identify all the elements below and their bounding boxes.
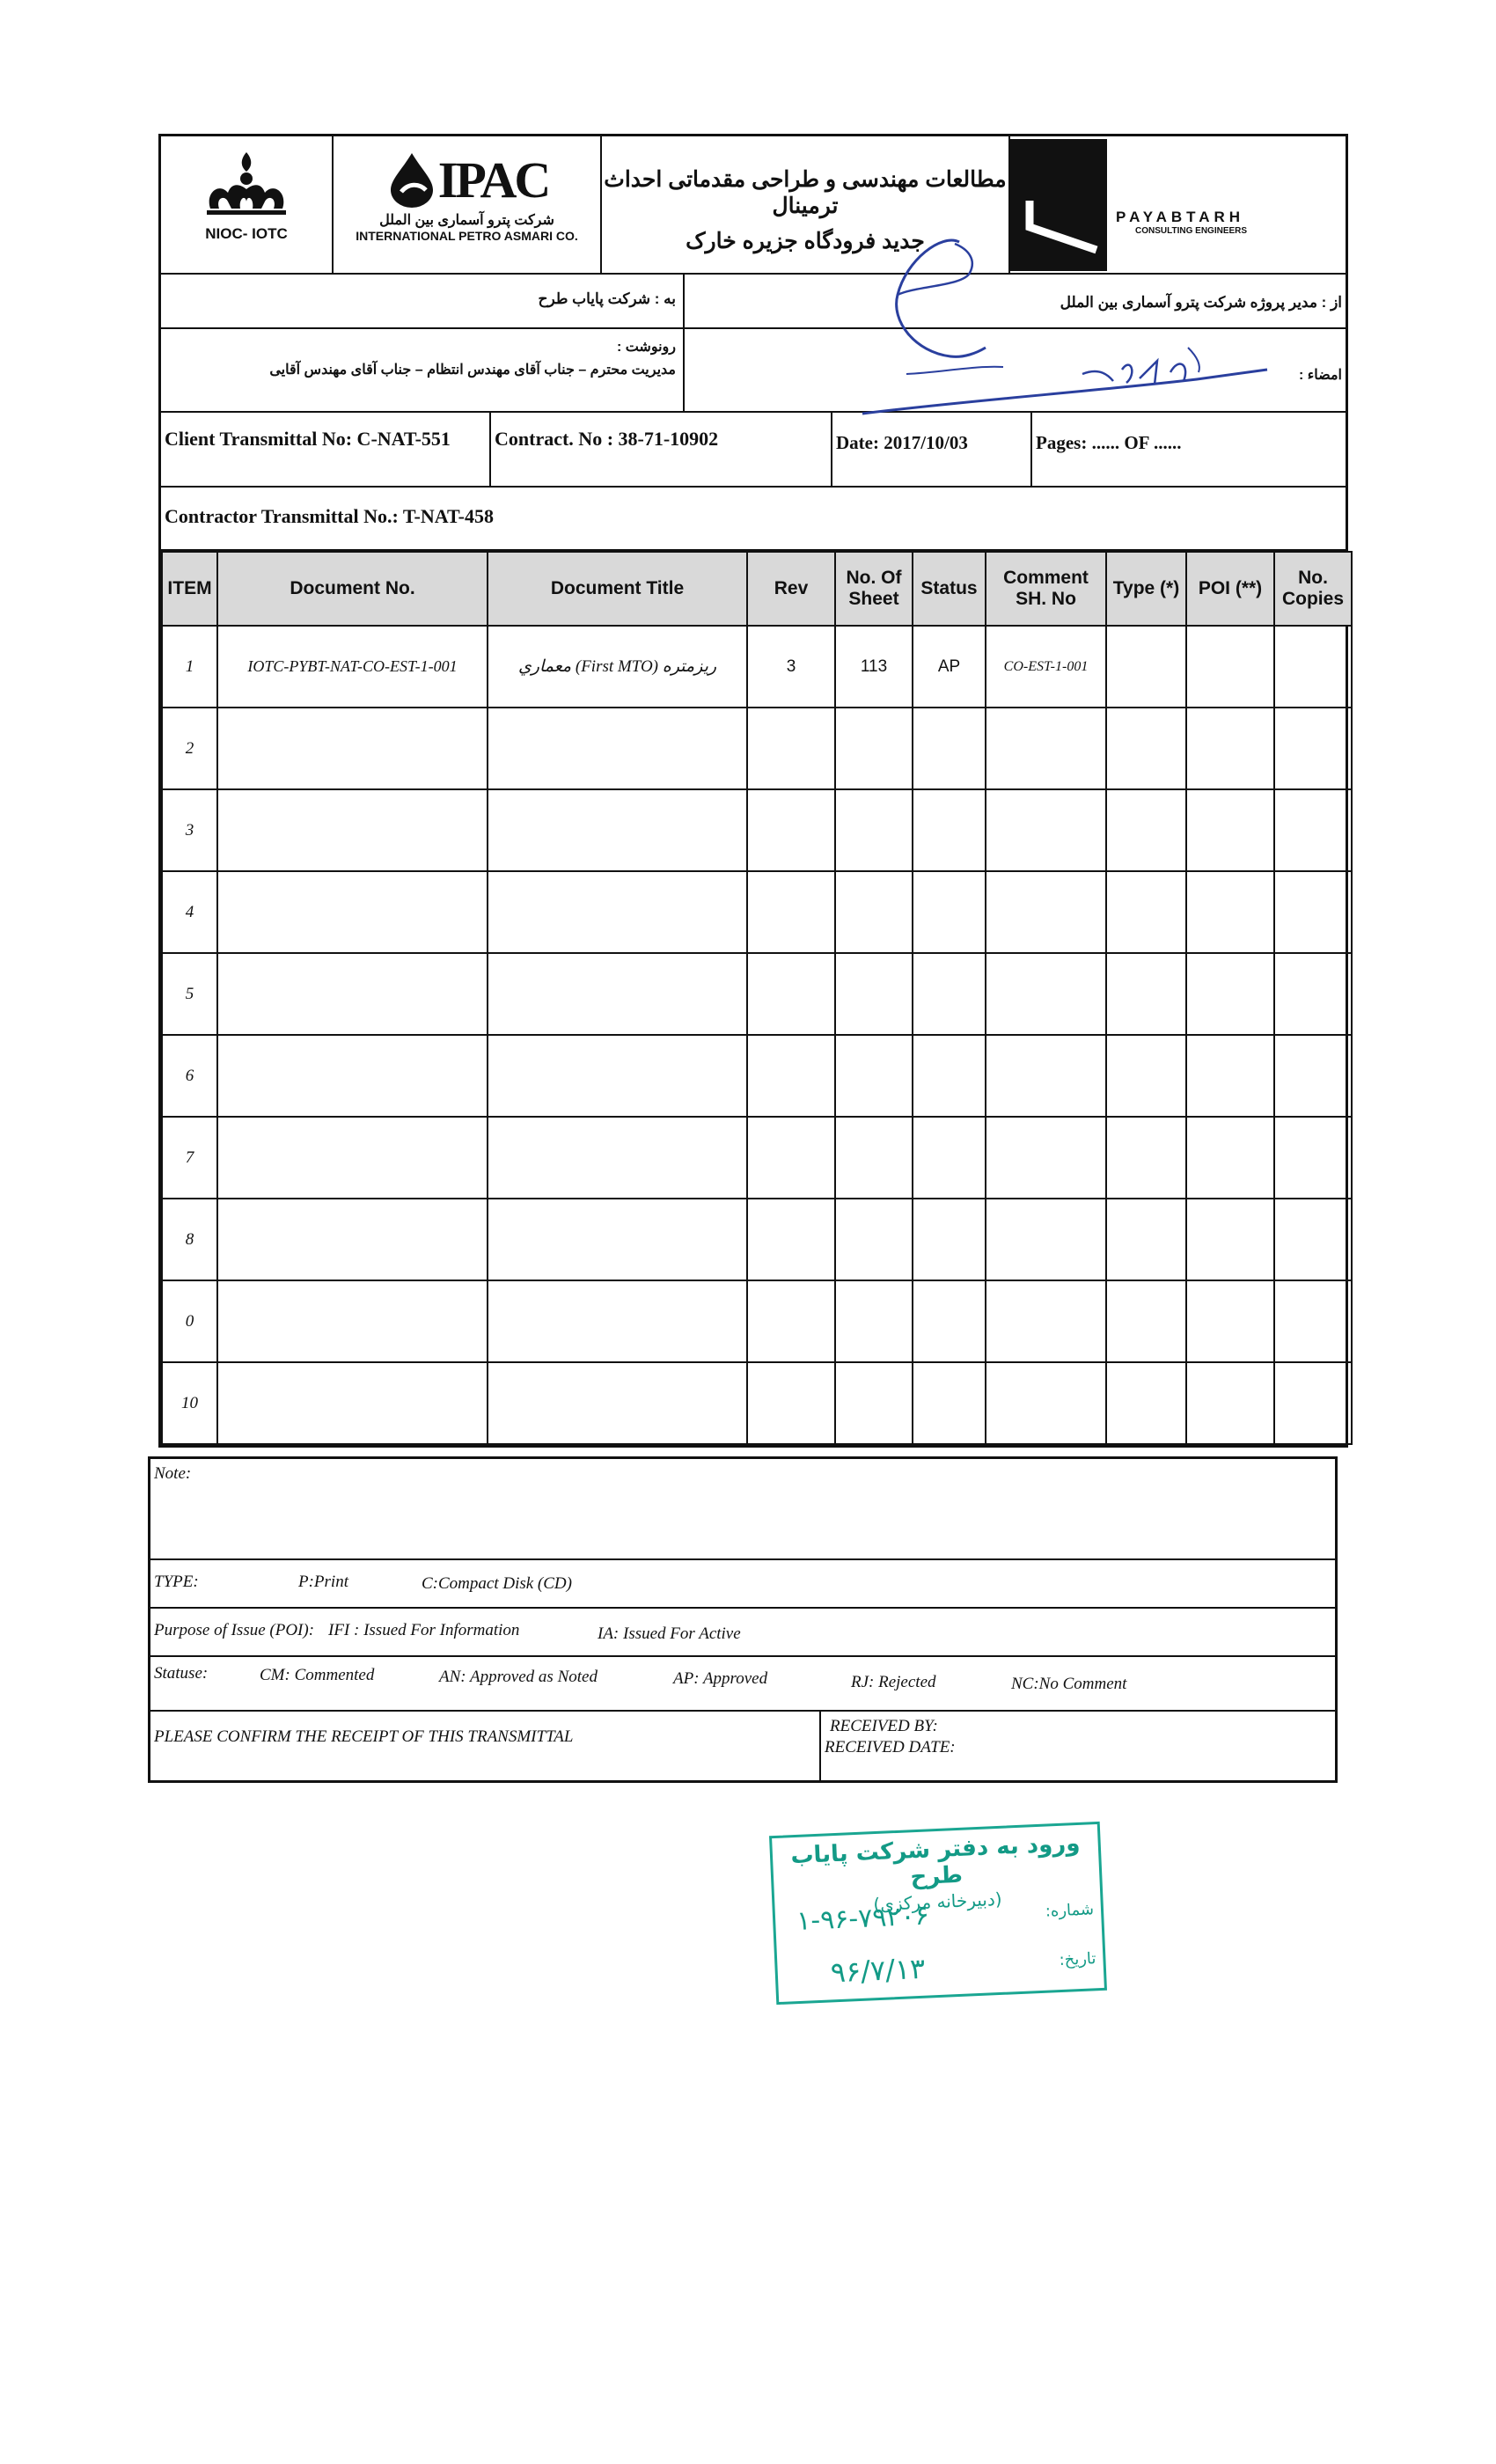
- doc-title-cell: [488, 1035, 747, 1117]
- ipac-logo-cell: [334, 136, 602, 273]
- col-comment-header: Comment SH. No: [986, 552, 1106, 626]
- poi-ia: IA: Issued For Active: [598, 1624, 741, 1643]
- doc-no-cell: [217, 1280, 488, 1362]
- copies-cell: [1274, 1035, 1352, 1117]
- status-cell: [913, 789, 986, 871]
- poi-cell: [1186, 1035, 1274, 1117]
- sheets-cell: [835, 1035, 913, 1117]
- doc-no-cell: [217, 871, 488, 953]
- rev-cell: [747, 1280, 835, 1362]
- confirm-cell: [150, 1712, 821, 1780]
- doc-no-cell: [217, 1117, 488, 1199]
- nioc-logo-icon: [198, 147, 295, 217]
- status-cell: [913, 953, 986, 1035]
- doc-no-cell: [217, 953, 488, 1035]
- doc-no-cell: [217, 708, 488, 789]
- doc-title-cell: ریزمتره (First MTO) معماري: [488, 626, 747, 708]
- receipt-stamp: [769, 1822, 1107, 2005]
- sheets-cell: [835, 871, 913, 953]
- poi-cell: [1186, 1280, 1274, 1362]
- status-cell: [913, 1035, 986, 1117]
- signature-label: امضاء :: [1298, 368, 1342, 383]
- item-cell: 7: [162, 1117, 217, 1199]
- project-title-line1: مطالعات مهندسی و طراحی مقدماتی احداث ترمینال: [604, 167, 1007, 218]
- comment-cell: [986, 953, 1106, 1035]
- comment-cell: [986, 1362, 1106, 1444]
- type-cell: [1106, 1117, 1186, 1199]
- contract-no: Contract. No : 38-71-10902: [491, 413, 832, 486]
- table-row: [162, 1362, 1352, 1444]
- poi-cell: [1186, 1117, 1274, 1199]
- client-transmittal-no: Client Transmittal No: C-NAT-551: [161, 413, 491, 486]
- note-label: Note:: [154, 1464, 192, 1483]
- col-status-header: Status: [913, 552, 986, 626]
- doc-no-cell: [217, 1035, 488, 1117]
- document-table: [161, 551, 1353, 1445]
- stamp-line1: ورود به دفتر شرکت پایاب طرح: [789, 1830, 1081, 1891]
- table-header-row: [162, 552, 1352, 626]
- received-by: RECEIVED BY:: [830, 1717, 938, 1735]
- note-row: [150, 1459, 1335, 1560]
- doc-no-cell: IOTC-PYBT-NAT-CO-EST-1-001: [217, 626, 488, 708]
- type-cell: [1106, 789, 1186, 871]
- poi-cell: [1186, 789, 1274, 871]
- rev-cell: [747, 1199, 835, 1280]
- type-cell: [1106, 1035, 1186, 1117]
- col-item-header: ITEM: [162, 552, 217, 626]
- type-cell: [1106, 1199, 1186, 1280]
- copies-cell: [1274, 626, 1352, 708]
- nioc-logo-cell: [161, 136, 334, 273]
- doc-title-cell: [488, 1280, 747, 1362]
- rev-cell: 3: [747, 626, 835, 708]
- item-cell: 5: [162, 953, 217, 1035]
- col-type-header: Type (*): [1106, 552, 1186, 626]
- cc-text: مدیریت محترم – جناب آقای مهندس انتظام – جناب آقای مهندس آقایی: [269, 363, 676, 378]
- col-poi-header: POI (**): [1186, 552, 1274, 626]
- table-row: [162, 1199, 1352, 1280]
- status-nc: NC:No Comment: [1011, 1675, 1127, 1693]
- type-legend-row: [150, 1560, 1335, 1609]
- stamp-line2: (دبیرخانه مرکزی): [872, 1888, 1002, 1916]
- sheets-cell: 113: [835, 626, 913, 708]
- status-cell: [913, 871, 986, 953]
- poi-cell: [1186, 871, 1274, 953]
- payabtarh-subtitle: CONSULTING ENGINEERS: [1135, 226, 1248, 236]
- sheets-cell: [835, 789, 913, 871]
- cc-field: [161, 329, 685, 411]
- type-cell: [1106, 1280, 1186, 1362]
- stamp-date-value: ۹۶/۷/۱۳: [829, 1951, 927, 1990]
- col-sheets-header: No. Of Sheet: [835, 552, 913, 626]
- poi-cell: [1186, 953, 1274, 1035]
- table-row: [162, 1280, 1352, 1362]
- doc-no-cell: [217, 789, 488, 871]
- sheets-cell: [835, 1362, 913, 1444]
- sheets-cell: [835, 708, 913, 789]
- contractor-row: [161, 488, 1346, 551]
- rev-cell: [747, 1362, 835, 1444]
- poi-cell: [1186, 1199, 1274, 1280]
- item-cell: 4: [162, 871, 217, 953]
- status-cm: CM: Commented: [260, 1666, 375, 1684]
- copies-cell: [1274, 1362, 1352, 1444]
- table-row: [162, 708, 1352, 789]
- comment-cell: [986, 1035, 1106, 1117]
- doc-title-cell: [488, 1199, 747, 1280]
- status-label: Statuse:: [154, 1664, 209, 1683]
- type-print: P:Print: [298, 1573, 348, 1591]
- contractor-transmittal-no: Contractor Transmittal No.: T-NAT-458: [165, 505, 494, 527]
- item-cell: 0: [162, 1280, 217, 1362]
- doc-title-cell: [488, 953, 747, 1035]
- col-title-header: Document Title: [488, 552, 747, 626]
- item-cell: 3: [162, 789, 217, 871]
- status-legend-row: [150, 1657, 1335, 1712]
- col-rev-header: Rev: [747, 552, 835, 626]
- transmittal-date: Date: 2017/10/03: [832, 413, 1032, 486]
- signature-scribble: [810, 224, 1302, 427]
- nioc-label: NIOC- IOTC: [205, 225, 288, 242]
- cc-label: رونوشت :: [616, 340, 676, 355]
- item-cell: 2: [162, 708, 217, 789]
- copies-cell: [1274, 1280, 1352, 1362]
- sheets-cell: [835, 953, 913, 1035]
- comment-cell: [986, 1199, 1106, 1280]
- type-cell: [1106, 708, 1186, 789]
- poi-cell: [1186, 708, 1274, 789]
- receipt-row: [150, 1712, 1335, 1780]
- copies-cell: [1274, 953, 1352, 1035]
- table-row: [162, 789, 1352, 871]
- doc-no-cell: [217, 1199, 488, 1280]
- comment-cell: [986, 1117, 1106, 1199]
- status-cell: [913, 708, 986, 789]
- status-cell: [913, 1117, 986, 1199]
- table-row: [162, 953, 1352, 1035]
- payabtarh-name: PAYABTARH: [1116, 209, 1245, 225]
- legend-box: [148, 1456, 1338, 1783]
- copies-cell: [1274, 1199, 1352, 1280]
- ipac-drop-icon: [385, 151, 438, 209]
- comment-cell: [986, 1280, 1106, 1362]
- project-title-line2: جدید فرودگاه جزیره خارک: [686, 229, 925, 253]
- poi-cell: [1186, 626, 1274, 708]
- doc-title-cell: [488, 708, 747, 789]
- sheets-cell: [835, 1199, 913, 1280]
- item-cell: 6: [162, 1035, 217, 1117]
- status-an: AN: Approved as Noted: [439, 1668, 598, 1686]
- pages-count: Pages: ...... OF ......: [1036, 432, 1182, 453]
- sheets-cell: [835, 1117, 913, 1199]
- item-cell: 10: [162, 1362, 217, 1444]
- copies-cell: [1274, 871, 1352, 953]
- poi-legend-row: [150, 1609, 1335, 1657]
- ipac-logo-text: IPAC: [437, 151, 549, 209]
- status-cell: [913, 1362, 986, 1444]
- poi-label: Purpose of Issue (POI):: [154, 1621, 315, 1639]
- status-ap: AP: Approved: [673, 1669, 768, 1688]
- type-cd: C:Compact Disk (CD): [422, 1574, 572, 1593]
- comment-cell: [986, 789, 1106, 871]
- doc-title-cell: [488, 1117, 747, 1199]
- doc-title-cell: [488, 871, 747, 953]
- poi-cell: [1186, 1362, 1274, 1444]
- stamp-number-value: ۱-۹۶-۷۹۲۰۶: [796, 1900, 930, 1938]
- type-label: TYPE:: [154, 1573, 199, 1591]
- type-cell: [1106, 953, 1186, 1035]
- rev-cell: [747, 1035, 835, 1117]
- table-row: [162, 1117, 1352, 1199]
- status-cell: AP: [913, 626, 986, 708]
- doc-title-cell: [488, 789, 747, 871]
- poi-ifi: IFI : Issued For Information: [328, 1621, 520, 1639]
- stamp-number-label: شماره:: [1045, 1900, 1095, 1921]
- doc-no-cell: [217, 1362, 488, 1444]
- sheets-cell: [835, 1280, 913, 1362]
- rev-cell: [747, 789, 835, 871]
- rev-cell: [747, 1117, 835, 1199]
- received-date: RECEIVED DATE:: [825, 1738, 956, 1756]
- confirm-text: PLEASE CONFIRM THE RECEIPT OF THIS TRANSMITTAL: [154, 1727, 574, 1746]
- comment-cell: [986, 708, 1106, 789]
- item-cell: 1: [162, 626, 217, 708]
- doc-title-cell: [488, 1362, 747, 1444]
- type-cell: [1106, 1362, 1186, 1444]
- status-rj: RJ: Rejected: [851, 1673, 936, 1691]
- type-cell: [1106, 871, 1186, 953]
- table-row: [162, 626, 1352, 708]
- stamp-date-label: تاریخ:: [1059, 1949, 1096, 1970]
- col-docno-header: Document No.: [217, 552, 488, 626]
- type-cell: [1106, 626, 1186, 708]
- copies-cell: [1274, 1117, 1352, 1199]
- table-row: [162, 871, 1352, 953]
- ipac-name-fa: شرکت پترو آسماری بین الملل: [379, 213, 554, 228]
- comment-cell: CO-EST-1-001: [986, 626, 1106, 708]
- status-cell: [913, 1199, 986, 1280]
- item-cell: 8: [162, 1199, 217, 1280]
- received-cell: [821, 1712, 1335, 1780]
- ipac-name-en: INTERNATIONAL PETRO ASMARI CO.: [356, 229, 578, 243]
- col-copies-header: No. Copies: [1274, 552, 1352, 626]
- copies-cell: [1274, 708, 1352, 789]
- to-field: به : شرکت پایاب طرح: [161, 275, 685, 327]
- rev-cell: [747, 953, 835, 1035]
- from-field: از : مدیر پروژه شرکت پترو آسماری بین الملل: [1060, 294, 1342, 311]
- status-cell: [913, 1280, 986, 1362]
- rev-cell: [747, 708, 835, 789]
- comment-cell: [986, 871, 1106, 953]
- copies-cell: [1274, 789, 1352, 871]
- rev-cell: [747, 871, 835, 953]
- table-row: [162, 1035, 1352, 1117]
